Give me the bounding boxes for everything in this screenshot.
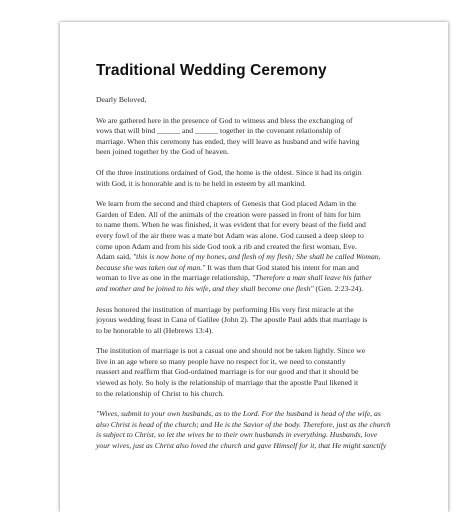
text-line [96, 252, 430, 263]
paragraph-ephesians-quote [96, 409, 430, 451]
paragraph-jesus [96, 305, 430, 337]
paragraph-institution [96, 346, 430, 399]
document-body [96, 62, 430, 462]
paragraph-institutions [96, 168, 430, 189]
text-line: viewed as holy. So holy is the relationship of marriage that the apostle Paul likened it [96, 378, 359, 388]
text-run: woman to live as one in the marriage relationship, [96, 273, 252, 283]
text-line: to the relationship of Christ to his church. [96, 388, 225, 398]
text-run: It was then that God stated his intent for man and [205, 262, 359, 272]
scripture-quote: "this is now bone of my bones, and flesh of my flesh; She shall be called Woman, [132, 252, 381, 262]
text-line: every fowl of the air there was a mate but Adam was alone. God caused a deep sleep to [96, 230, 364, 240]
text-run: Adam said, [96, 252, 133, 262]
text-line: live in an age where so many people have no respect for it, we need to constantly [96, 356, 346, 366]
document-title: Traditional Wedding Ceremony [96, 62, 327, 79]
scripture-quote-line: is subject to Christ, so let the wives be to their own husbands in everything. Husbands, love [96, 430, 378, 440]
text-line: vows that will bind ______ and ______ together in the covenant relationship of [96, 126, 341, 136]
paragraph-genesis [96, 199, 430, 294]
scripture-quote: because she was taken out of man." [96, 262, 206, 272]
scripture-quote-line: your wives, just as Christ also loved the church and gave Himself for it, that He might sanctify [96, 441, 387, 451]
text-line: to name them. When he was finished, it was evident that for every beast of the field and [96, 220, 366, 230]
scripture-quote: "Therefore a man shall leave his father [251, 273, 372, 283]
text-line: Jesus honored the institution of marriage by performing His very first miracle at the [96, 304, 354, 314]
text-line [96, 263, 430, 274]
text-line: to be honorable to all (Hebrews 13:4). [96, 325, 214, 335]
text-line: reassert and reaffirm that God-ordained marriage is for our good and that it should be [96, 367, 359, 377]
document-page [60, 22, 448, 512]
text-line: We are gathered here in the presence of God to witness and bless the exchanging of [96, 115, 353, 125]
text-line: come upon Adam and from his side God took a rib and created the first woman, Eve. [96, 241, 357, 251]
scripture-quote-line: "Wives, submit to your own husbands, as to the Lord. For the husband is head of the wife, as [96, 409, 381, 419]
scripture-reference: (Gen. 2:23-24). [313, 283, 364, 293]
text-line: with God, it is honorable and is to be held in esteem by all mankind. [96, 178, 307, 188]
text-line: Of the three institutions ordained of God, the home is the oldest. Since it had its origin [96, 167, 362, 177]
text-line [96, 284, 430, 295]
salutation: Dearly Beloved, [96, 95, 147, 104]
scripture-quote-line: also Christ is head of the church; and He is the Savior of the body. Therefore, just as the church [96, 419, 391, 429]
text-line [96, 273, 430, 284]
text-line: Garden of Eden. All of the animals of the creation were passed in front of him for him [96, 209, 361, 219]
paragraph-gathered [96, 116, 430, 158]
scripture-quote: and mother and be joined to his wife, and they shall become one flesh" [96, 283, 314, 293]
text-line: The institution of marriage is not a casual one and should not be taken lightly. Since we [96, 346, 366, 356]
text-line: We learn from the second and third chapters of Genesis that God placed Adam in the [96, 199, 357, 209]
text-line: been joined together by the God of heaven. [96, 147, 229, 157]
text-line: joyous wedding feast in Cana of Galilee (John 2). The apostle Paul adds that marriage is [96, 315, 368, 325]
text-line: marriage. When this ceremony has ended, they will leave as husband and wife having [96, 136, 360, 146]
